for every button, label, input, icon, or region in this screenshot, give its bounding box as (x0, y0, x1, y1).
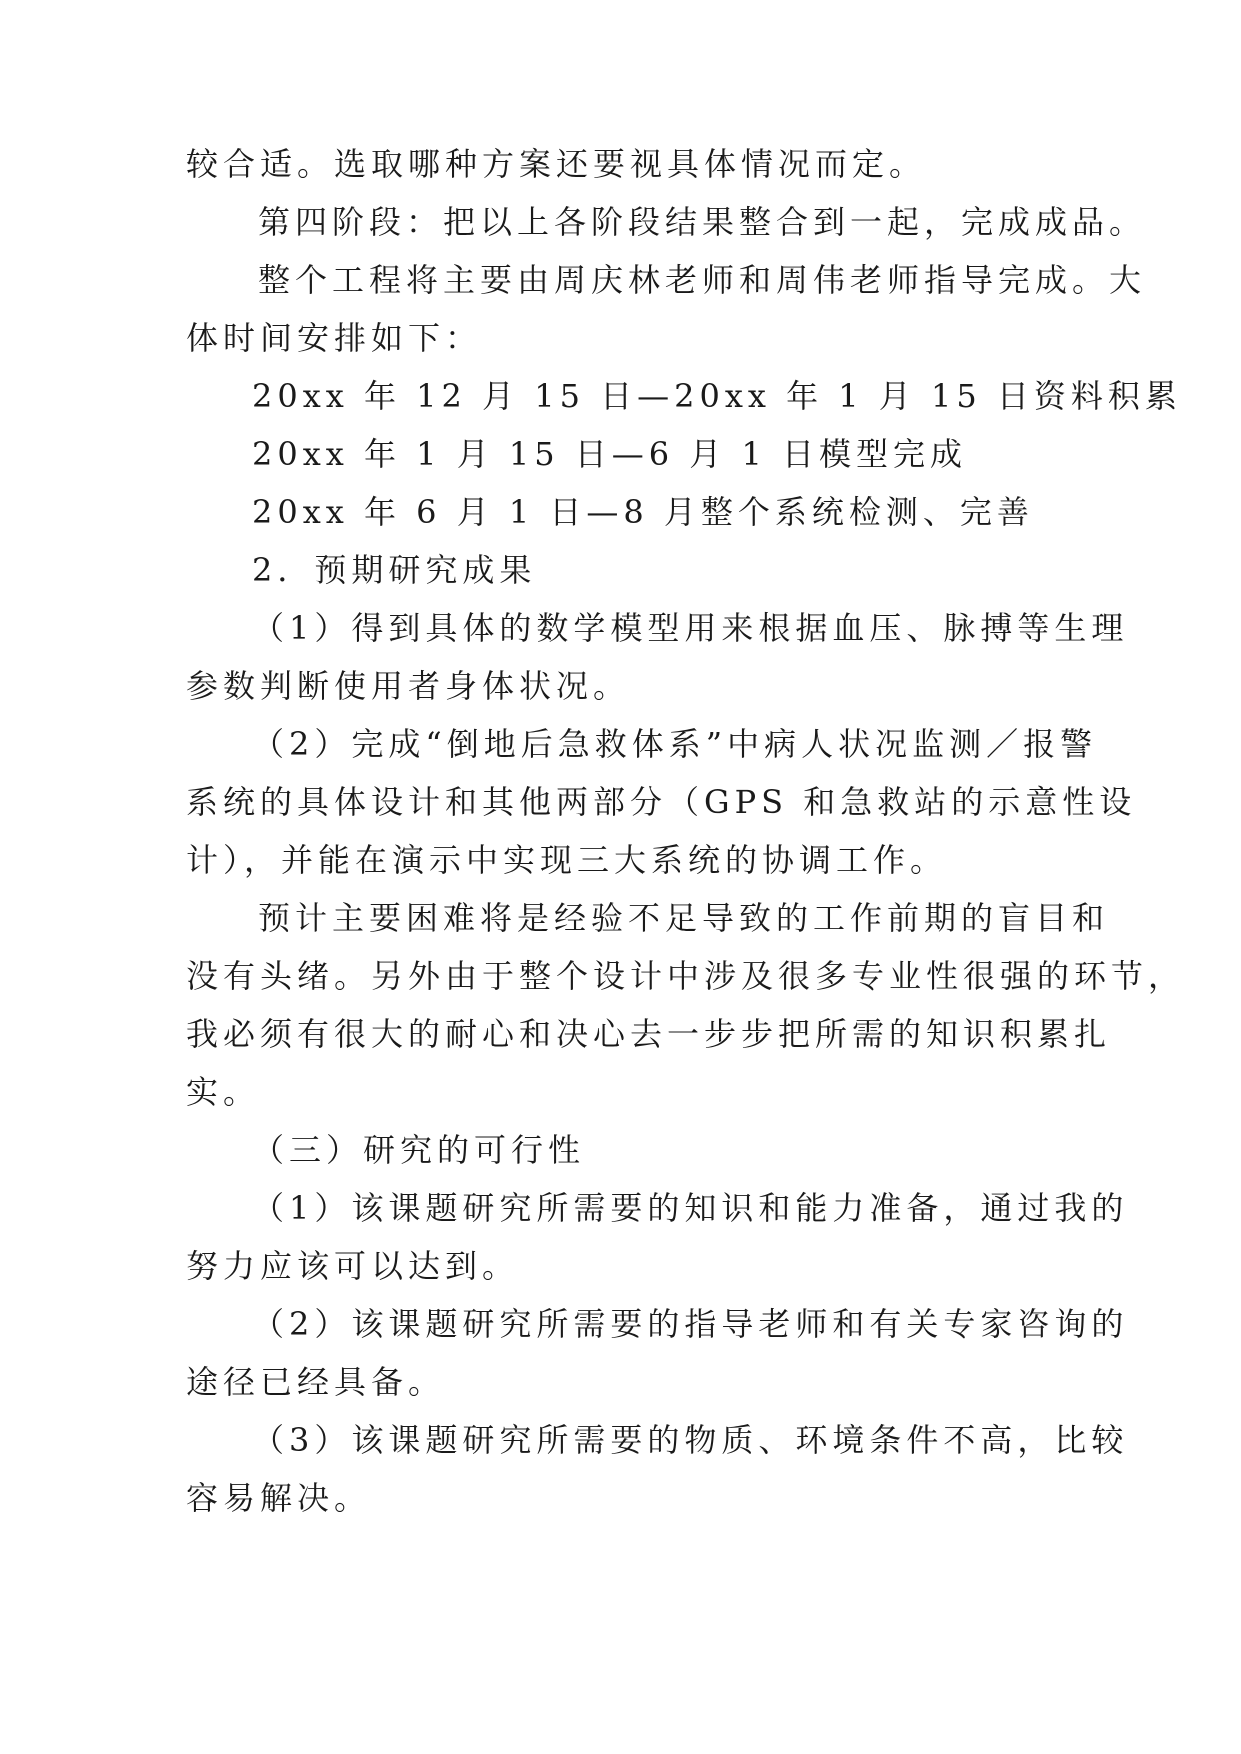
text-line: 途径已经具备。 (186, 1363, 446, 1401)
text-line: 参数判断使用者身体状况。 (186, 667, 631, 705)
text-line: 系统的具体设计和其他两部分（GPS 和急救站的示意性设 (186, 783, 1137, 821)
text-line: 计），并能在演示中实现三大系统的协调工作。 (186, 841, 948, 879)
text-line: （2）该课题研究所需要的指导老师和有关专家咨询的 (252, 1305, 1129, 1343)
text-line: 预计主要困难将是经验不足导致的工作前期的盲目和 (258, 899, 1110, 937)
text-line: （1）得到具体的数学模型用来根据血压、脉搏等生理 (252, 609, 1129, 647)
text-line: 实。 (186, 1073, 261, 1111)
text-line: 20xx 年 1 月 15 日—6 月 1 日模型完成 (252, 435, 967, 473)
text-line: 第四阶段：把以上各阶段结果整合到一起，完成成品。 (258, 203, 1147, 241)
text-line: 容易解决。 (186, 1479, 372, 1517)
text-line: （2）完成“倒地后急救体系”中病人状况监测／报警 (252, 725, 1098, 763)
text-line: 较合适。选取哪种方案还要视具体情况而定。 (186, 145, 927, 183)
text-line: 20xx 年 6 月 1 日—8 月整个系统检测、完善 (252, 493, 1034, 531)
text-line: 我必须有很大的耐心和决心去一步步把所需的知识积累扎 (186, 1015, 1112, 1053)
text-line: 20xx 年 12 月 15 日—20xx 年 1 月 15 日资料积累 (252, 377, 1182, 415)
section-heading: 2．预期研究成果 (252, 551, 537, 589)
text-line: （3）该课题研究所需要的物质、环境条件不高，比较 (252, 1421, 1129, 1459)
text-line: 没有头绪。另外由于整个设计中涉及很多专业性很强的环节， (186, 957, 1186, 995)
text-line: 整个工程将主要由周庆林老师和周伟老师指导完成。大 (258, 261, 1147, 299)
text-line: 体时间安排如下： (186, 319, 483, 357)
text-line: 努力应该可以达到。 (186, 1247, 520, 1285)
section-heading: （三）研究的可行性 (252, 1131, 586, 1169)
text-line: （1）该课题研究所需要的知识和能力准备，通过我的 (252, 1189, 1129, 1227)
